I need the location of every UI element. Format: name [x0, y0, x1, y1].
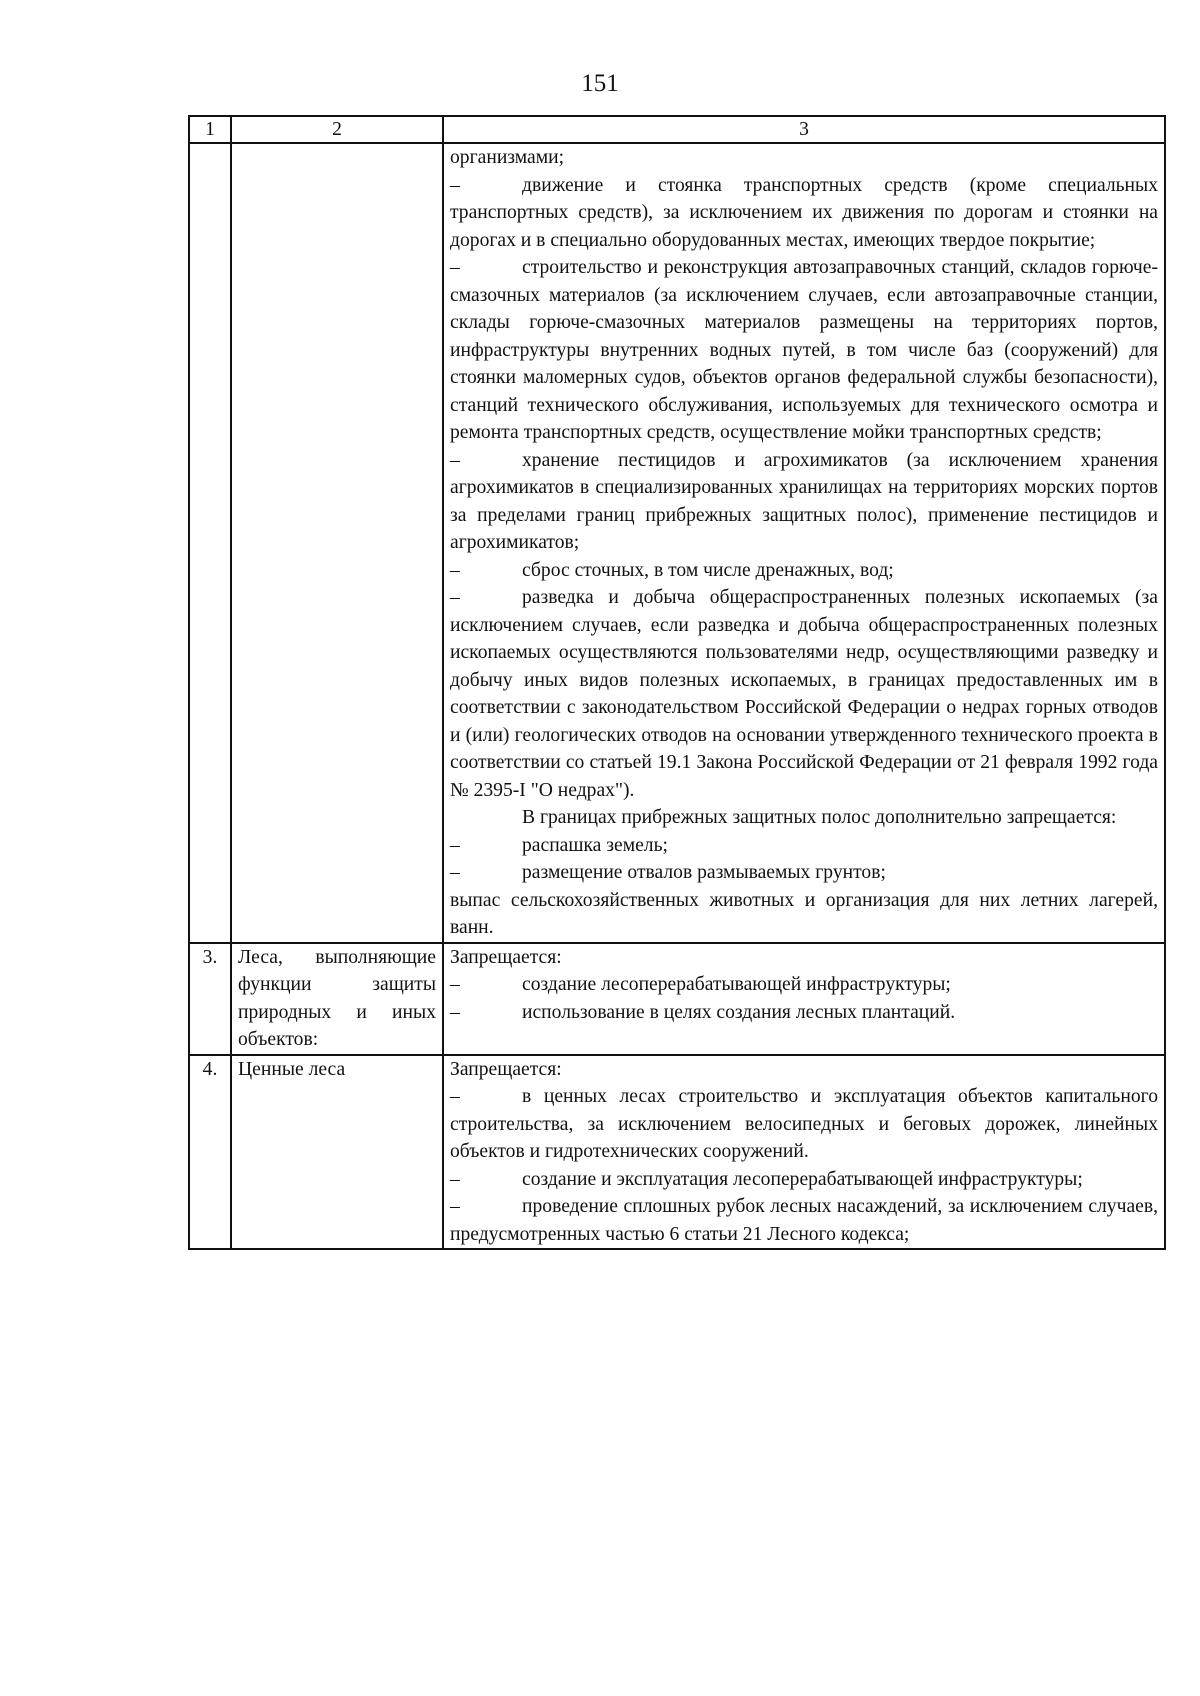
paragraph-text: разведка и добыча общераспространенных полезных ископаемых (за исключением случаев, если разведка и добыча общераспространенных полезных ископаемых осуществляются пользователями недр, осуществляющими разведку и добычу иных видов полезных ископаемых, в границах предоставленных им в соответствии с законодательством Российской Федерации о недрах горных отводов и (или) геологических отводов на основании утвержденного технического проекта в соответствии со статьей 19.1 Закона Российской Федерации от 21 февраля 1992 года № 2395-I "О недрах"). — [450, 587, 1158, 801]
column-header-2: 2 — [231, 116, 443, 143]
paragraph — [450, 1056, 1158, 1084]
row-content — [443, 143, 1165, 943]
paragraph-text: сброс сточных, в том числе дренажных, вод; — [522, 559, 894, 581]
dash-marker: – — [450, 1001, 460, 1023]
dash-list-item — [450, 832, 1158, 860]
dash-list-item — [450, 1193, 1158, 1248]
paragraph-text: проведение сплошных рубок лесных насаждений, за исключением случаев, предусмотренных частью 6 статьи 21 Лесного кодекса; — [450, 1196, 1158, 1245]
paragraph — [450, 944, 1158, 972]
table-header-row — [189, 116, 1165, 143]
dash-marker: – — [450, 587, 460, 608]
paragraph-text: В границах прибрежных защитных полос дополнительно запрещается: — [522, 807, 1117, 828]
row-name: Леса, выполняющие функции защиты природных и иных объектов: — [231, 943, 443, 1055]
row-content — [443, 1055, 1165, 1250]
paragraph-text: выпас сельскохозяйственных животных и организация для них летних лагерей, ванн. — [450, 889, 1158, 938]
row-name: Ценные леса — [231, 1055, 443, 1250]
paragraph-text: в ценных лесах строительство и эксплуатация объектов капитального строительства, за исключением велосипедных и беговых дорожек, линейных объектов и гидротехнических сооружений. — [450, 1086, 1158, 1162]
dash-list-item — [450, 254, 1158, 447]
column-header-3: 3 — [443, 116, 1165, 143]
dash-marker: – — [450, 974, 460, 995]
table-row-continued — [189, 143, 1165, 943]
paragraph-text: создание и эксплуатация лесоперерабатывающей инфраструктуры; — [522, 1168, 1083, 1190]
dash-marker: – — [450, 862, 460, 883]
dash-list-item — [450, 1166, 1158, 1194]
paragraph — [450, 804, 1158, 832]
table-row-4 — [189, 1055, 1165, 1250]
restrictions-table — [188, 115, 1166, 1250]
row-name — [231, 143, 443, 943]
paragraph-text: распашка земель; — [522, 834, 668, 856]
paragraph-text: размещение отвалов размываемых грунтов; — [522, 862, 886, 883]
dash-marker: – — [450, 1168, 460, 1190]
page-number: 151 — [581, 70, 619, 97]
dash-list-item — [450, 447, 1158, 557]
row-content — [443, 943, 1165, 1055]
paragraph-text: организмами; — [450, 147, 565, 168]
column-header-1: 1 — [189, 116, 231, 143]
dash-marker: – — [450, 1086, 460, 1107]
paragraph-text: Запрещается: — [450, 1058, 562, 1080]
dash-list-item — [450, 584, 1158, 804]
row-number: 3. — [189, 943, 231, 1055]
dash-list-item — [450, 999, 1158, 1027]
dash-marker: – — [450, 559, 460, 581]
row-number: 4. — [189, 1055, 231, 1250]
dash-marker: – — [450, 834, 460, 856]
paragraph-text: хранение пестицидов и агрохимикатов (за исключением хранения агрохимикатов в специализированных хранилищах на территориях морских портов за пределами границ прибрежных защитных полос), применение пестицидов и агрохимикатов; — [450, 449, 1158, 553]
dash-list-item — [450, 859, 1158, 887]
dash-marker: – — [450, 449, 460, 471]
paragraph — [450, 144, 1158, 172]
paragraph-text: создание лесоперерабатывающей инфраструктуры; — [522, 974, 951, 995]
table-row-3 — [189, 943, 1165, 1055]
dash-list-item — [450, 971, 1158, 999]
paragraph-text: использование в целях создания лесных плантаций. — [522, 1001, 956, 1023]
dash-marker: – — [450, 257, 460, 278]
dash-marker: – — [450, 1196, 460, 1217]
dash-marker: – — [450, 174, 460, 196]
dash-list-item — [450, 172, 1158, 255]
paragraph — [450, 887, 1158, 942]
paragraph-text: строительство и реконструкция автозаправочных станций, складов горюче-смазочных материалов (за исключением случаев, если автозаправочные станции, склады горюче-смазочных материалов размещены на территориях портов, инфраструктуры внутренних водных путей, в том числе баз (сооружений) для стоянки маломерных судов, объектов органов федеральной службы безопасности), станций технического обслуживания, используемых для технического осмотра и ремонта транспортных средств, осуществление мойки транспортных средств; — [450, 257, 1158, 443]
row-number — [189, 143, 231, 943]
paragraph-text: Запрещается: — [450, 946, 562, 968]
dash-list-item — [450, 557, 1158, 585]
paragraph-text: движение и стоянка транспортных средств (кроме специальных транспортных средств), за исключением их движения по дорогам и стоянки на дорогах и в специально оборудованных местах, имеющих твердое покрытие; — [450, 174, 1158, 251]
dash-list-item — [450, 1083, 1158, 1166]
